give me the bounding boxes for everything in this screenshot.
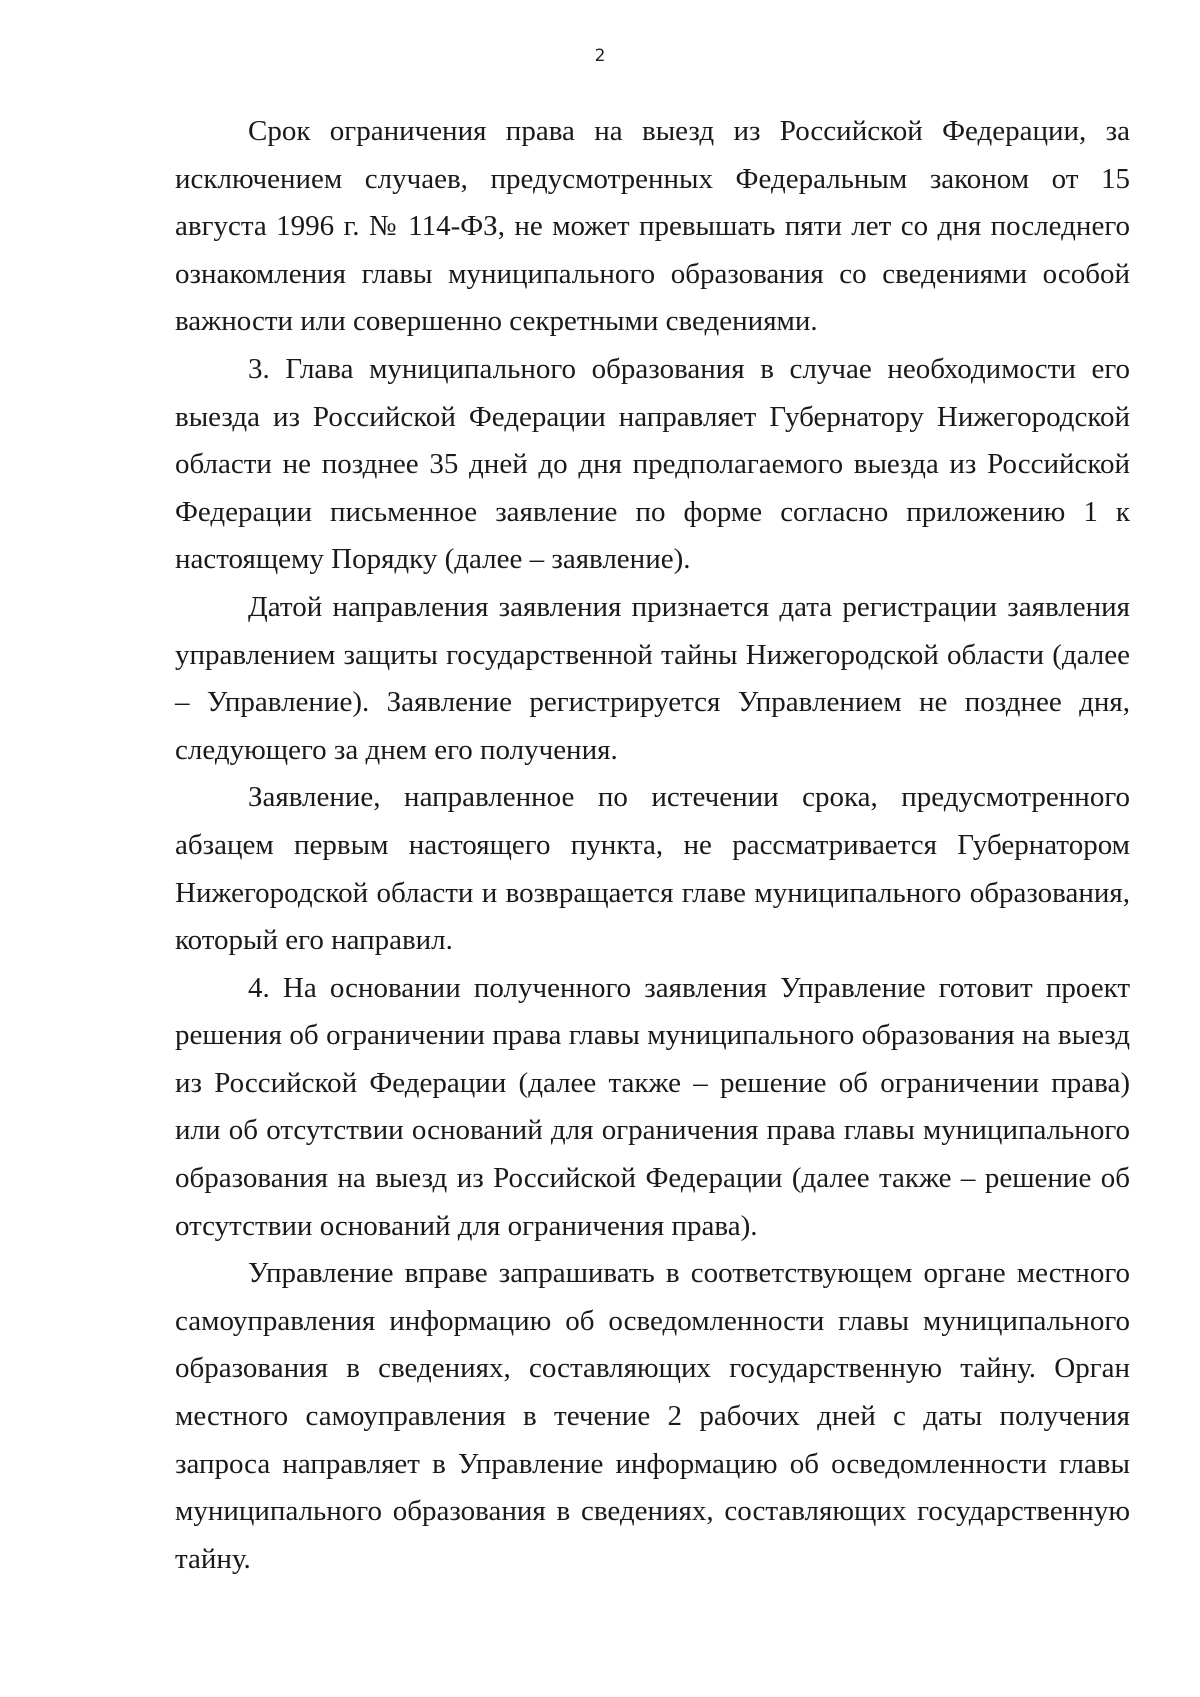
paragraph-registration-date: Датой направления заявления признается дата регистрации заявления управлением защиты государственной тайны Нижегородской области (далее – Управление). Заявление регистрируется Управлением не позднее дня, следующего за днем его получения. — [175, 590, 1130, 766]
paragraph-late-application: Заявление, направленное по истечении срока, предусмотренного абзацем первым настоящего пункта, не рассматривается Губернатором Нижегородской области и возвращается главе муниципального образования, который его направил. — [175, 781, 1130, 957]
paragraph-term-limit: Срок ограничения права на выезд из Российской Федерации, за исключением случаев, предусмотренных Федеральным законом от 15 августа 1996 г. № 114-ФЗ, не может превышать пяти лет со дня последнего ознакомления главы муниципального образования со сведениями особой важности или совершенно секретными сведениями. — [175, 115, 1130, 338]
paragraph-item-3: 3. Глава муниципального образования в случае необходимости его выезда из Российской Федерации направляет Губернатору Нижегородской области не позднее 35 дней до дня предполагаемого выезда из Российской Федерации письменное заявление по форме согласно приложению 1 к настоящему Порядку (далее – заявление). — [175, 352, 1130, 576]
document-body — [175, 108, 1130, 1583]
page-number: 2 — [594, 46, 606, 66]
paragraph-item-4: 4. На основании полученного заявления Управление готовит проект решения об ограничении права главы муниципального образования на выезд из Российской Федерации (далее также – решение об ограничении права) или об отсутствии оснований для ограничения права главы муниципального образования на выезд из Российской Федерации (далее также – решение об отсутствии оснований для ограничения права). — [175, 971, 1130, 1242]
paragraph-information-request: Управление вправе запрашивать в соответствующем органе местного самоуправления информацию об осведомленности главы муниципального образования в сведениях, составляющих государственную тайну. Орган местного самоуправления в течение 2 рабочих дней с даты получения запроса направляет в Управление информацию об осведомленности главы муниципального образования в сведениях, составляющих государственную тайну. — [175, 1257, 1130, 1575]
